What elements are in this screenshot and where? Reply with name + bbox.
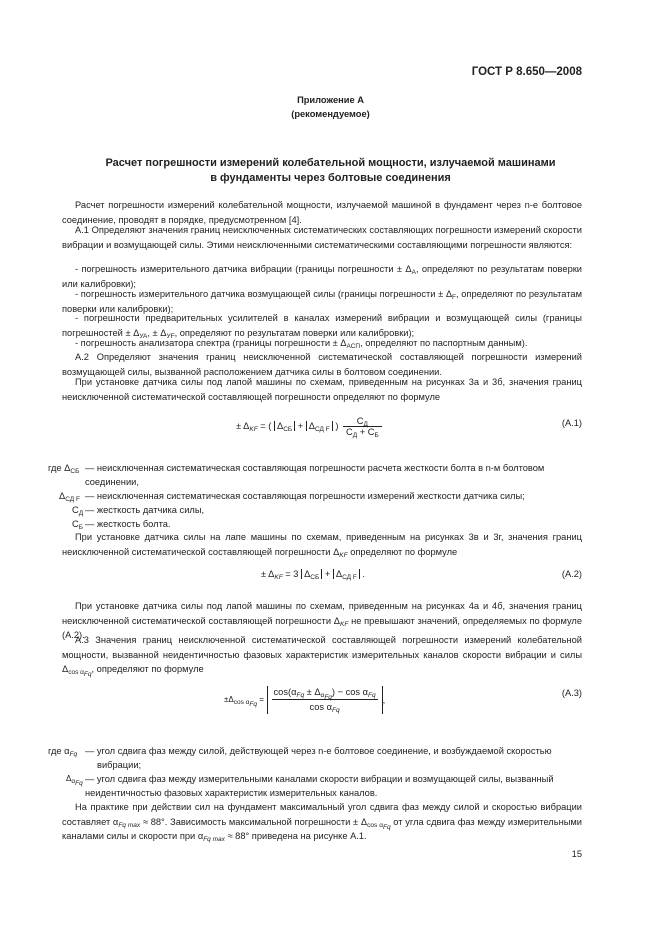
formula-a2: ± $\Delta_{KF} = 3$ $\Delta_{СБ} + \Delta_{СД F}$ . — [261, 569, 365, 581]
where2-def-alpha-cont: вибрации; — [97, 760, 142, 770]
appendix-title: Приложение А — [297, 95, 364, 105]
standard-number: ГОСТ Р 8.650—2008 — [471, 66, 582, 78]
formula-a3: $\pm\Delta_{cos \alpha_{Fq}}$ = $\cos(\alpha_{Fq} \pm \Delta_{\alpha_{Fq}}) - \cos \alpha_{Fq}$ $\cos \alpha_{Fq}$ , — [224, 687, 386, 714]
formula-a1-number: (А.1) — [561, 418, 582, 428]
paragraph-a1: А.1 Определяют значения границ неисключенных систематических составляющих погрешности измерений скорости вибрации и возмущающей силы. Этими неисключенными систематическими составляющими погрешности являются: — [62, 225, 582, 250]
where1-def-cb-cont: соединении, — [85, 477, 139, 487]
bullet-force-sensor: - погрешность измерительного датчика возмущающей силы (границы погрешности ± $\Delta_F$, определяют по результатам поверки или калибровки); — [62, 289, 582, 314]
paragraph-practice: На практике при действии сил на фундамент максимальный угол сдвига фаз между силой и скоростью вибрации составляет $\alpha_{Fq max} \approx 88^\circ$. Зависимость максимальной погрешности ± $\Delta_{cos \alpha_{Fq}}$ от угла сдвига фаз между измерительными каналами силы и скорости при $\alpha_{Fq max} \approx 88^\circ$ приведена на рисунке А.1. — [62, 802, 582, 844]
where1-def-cb: — неисключенная систематическая составляющая погрешности расчета жесткости болта в n-м болтовом — [85, 463, 545, 473]
paragraph-fig4: При установке датчика силы под лапой машины по схемам, приведенным на рисунках 4а и 4б, значения границ неисключенной систематической составляющей погрешности $\Delta_{KF}$ не превышают значений, определяемых по формуле (А.2). — [62, 601, 582, 641]
paragraph-intro: Расчет погрешности измерений колебательной мощности, излучаемой машиной в фундамент через n-е болтовое соединение, проводят в порядке, предусмотренном [4]. — [62, 200, 582, 225]
bullet-vibration-sensor: - погрешность измерительного датчика вибрации (границы погрешности ± $\Delta_A$, определяют по результатам поверки или калибровки); — [62, 264, 582, 289]
paragraph-fig3: При установке датчика силы на лапе машины по схемам, приведенным на рисунках 3в и 3г, значения границ неисключенной систематической составляющей погрешности $\Delta_{KF}$ определяют по формуле — [62, 532, 582, 559]
formula-a2-number: (А.2) — [561, 569, 582, 579]
appendix-status: (рекомендуемое) — [291, 109, 370, 119]
bullet-analyzer: - погрешность анализатора спектра (границы погрешности ± $\Delta_{АСП}$, определяют по паспортным данным). — [75, 338, 528, 350]
where-block-1: где $\Delta_{СБ}$ — неисключенная систематическая составляющая погрешности расчета жесткости болта в n-м болтовом соединении, $\Delta_{СД F}$ — неисключенная систематическая составляющая погрешности измерений жесткости датчика силы; $С_Д$ — жесткость датчика силы, $С_Б$ — жесткость болта. — [48, 461, 582, 531]
formula-a3-number: (А.3) — [561, 688, 582, 698]
where2-def-alpha: — угол сдвига фаз между силой, действующей через n-е болтовое соединение, и возбуждаемой скоростью — [85, 746, 552, 756]
page-number: 15 — [571, 849, 582, 859]
section-title-line2: в фундаменты через болтовые соединения — [210, 172, 451, 184]
where1-def-cb2: — жесткость болта. — [85, 519, 171, 529]
where1-def-cdf: — неисключенная систематическая составляющая погрешности измерений жесткости датчика силы; — [85, 491, 525, 501]
section-title-line1: Расчет погрешности измерений колебательной мощности, излучаемой машинами — [105, 157, 556, 169]
paragraph-a2-setup: При установке датчика силы под лапой машины по схемам, приведенным на рисунках 3а и 3б, значения границ неисключенной систематической составляющей погрешности определяют по формуле — [62, 377, 582, 402]
paragraph-a2: А.2 Определяют значения границ неисключенной систематической составляющей погрешности измерений возмущающей силы, вызванной расположением датчика силы в болтовом соединении. — [62, 352, 582, 377]
bullet-amplifiers: - погрешности предварительных усилителей в каналах измерений вибрации и возмущающей силы (границы погрешностей ± $\Delta_{УА}$, ± $\Delta_{УF}$, определяют по результатам поверки или калибровки); — [62, 313, 582, 340]
where-block-2: где $\alpha_{Fq}$ — угол сдвига фаз между силой, действующей через n-е болтовое соединение, и возбуждаемой скоростью вибрации; $\Delta_{\alpha_{Fq}}$ — угол сдвига фаз между измерительными каналами скорости вибрации и возмущающей силы, вызванный неидентичностью фазовых характеристик измерительных каналов. — [48, 744, 582, 800]
where2-def-dalpha: — угол сдвига фаз между измерительными каналами скорости вибрации и возмущающей силы, вызванный неидентичностью фазовых характеристик измерительных каналов. — [85, 774, 554, 798]
paragraph-a3: А.3 Значения границ неисключенной систематической составляющей погрешности измерений колебательной мощности, вызванной неидентичностью фазовых характеристик измерительных каналов скорости вибрации и силы $\Delta_{cos \alpha_{Fq}}$, определяют по формуле — [62, 635, 582, 679]
where1-def-cd: — жесткость датчика силы, — [85, 505, 205, 515]
formula-a1: ± $\Delta_{KF}$ = ( $\Delta_{СБ} + \Delta_{СД F}$ ) $С_Д$ $С_Д + С_Б$ — [236, 416, 382, 437]
